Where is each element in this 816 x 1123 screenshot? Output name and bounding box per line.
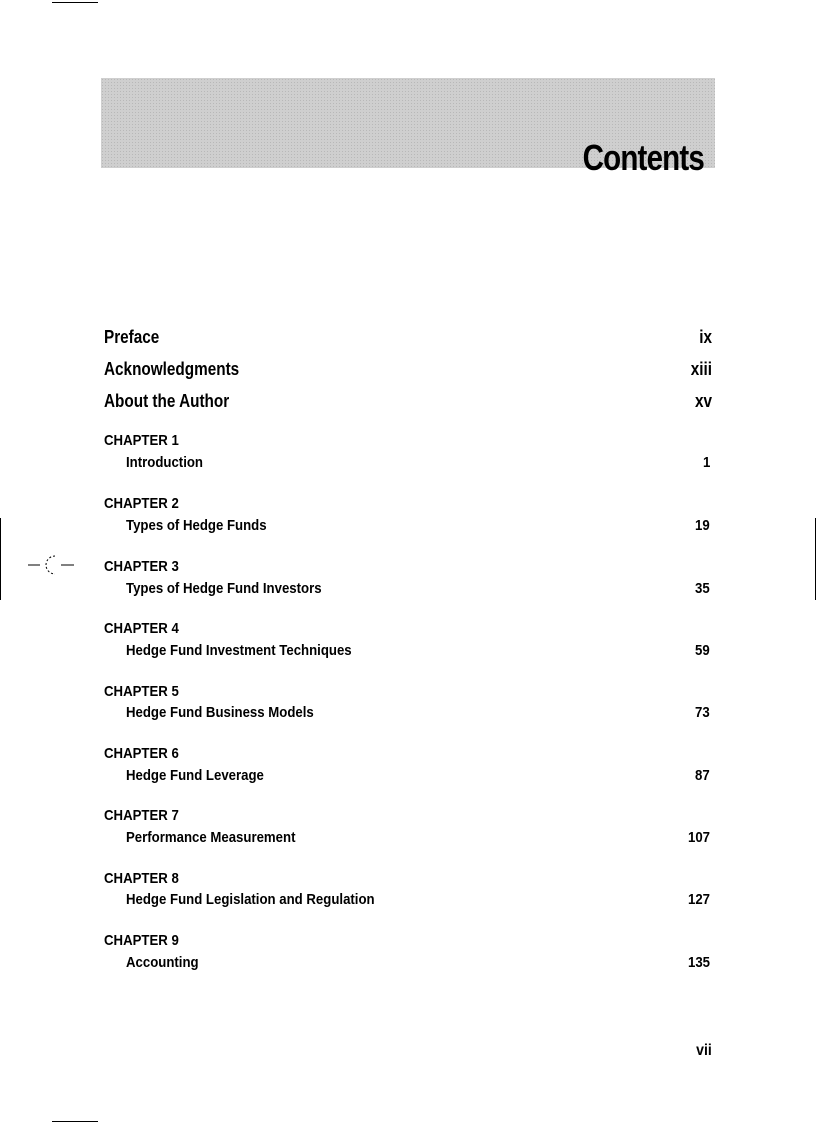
toc-entry-label: About the Author xyxy=(104,391,230,411)
chapter-title: Hedge Fund Business Models xyxy=(126,704,314,721)
toc-entry-label: Acknowledgments xyxy=(104,359,240,379)
toc-entry-chapter-6 xyxy=(104,767,710,784)
toc-entry-about-the-author xyxy=(104,391,712,412)
toc-entry-chapter-8 xyxy=(104,891,710,908)
toc-entry-preface xyxy=(104,327,712,348)
chapter-title: Types of Hedge Funds xyxy=(126,517,267,534)
crop-mark-top xyxy=(52,2,98,3)
chapter-label: CHAPTER 6 xyxy=(104,745,179,762)
registration-mark-icon xyxy=(28,553,74,579)
chapter-title: Hedge Fund Investment Techniques xyxy=(126,642,352,659)
chapter-title: Hedge Fund Leverage xyxy=(126,767,264,784)
chapter-page: 107 xyxy=(687,829,710,846)
toc-entry-acknowledgments xyxy=(104,359,712,380)
toc-entry-chapter-1 xyxy=(104,454,710,471)
page-number: vii xyxy=(696,1042,712,1059)
chapter-label: CHAPTER 5 xyxy=(104,683,179,700)
chapter-label: CHAPTER 7 xyxy=(104,807,179,824)
chapter-title: Performance Measurement xyxy=(126,829,296,846)
chapter-title: Introduction xyxy=(126,454,203,471)
chapter-label: CHAPTER 2 xyxy=(104,495,179,512)
crop-mark-bottom xyxy=(52,1121,98,1122)
chapter-page: 1 xyxy=(702,454,710,471)
toc-entry-chapter-7 xyxy=(104,829,710,846)
toc-entry-chapter-5 xyxy=(104,704,710,721)
toc-entry-chapter-2 xyxy=(104,517,710,534)
page-title: Contents xyxy=(582,137,704,178)
chapter-label: CHAPTER 4 xyxy=(104,620,179,637)
chapter-page: 19 xyxy=(695,517,710,534)
chapter-page: 135 xyxy=(687,954,710,971)
toc-entry-label: Preface xyxy=(104,327,160,347)
chapter-page: 127 xyxy=(687,891,710,908)
chapter-page: 59 xyxy=(695,642,710,659)
chapter-label: CHAPTER 9 xyxy=(104,932,179,949)
toc-entry-page: xiii xyxy=(690,359,712,379)
toc-entry-chapter-3 xyxy=(104,580,710,597)
chapter-page: 35 xyxy=(695,580,710,597)
toc-entry-chapter-9 xyxy=(104,954,710,971)
chapter-label: CHAPTER 3 xyxy=(104,558,179,575)
chapter-title: Accounting xyxy=(126,954,199,971)
crop-mark-left xyxy=(0,518,1,600)
chapter-title: Hedge Fund Legislation and Regulation xyxy=(126,891,375,908)
chapter-label: CHAPTER 1 xyxy=(104,432,179,449)
chapter-page: 87 xyxy=(695,767,710,784)
toc-entry-page: xv xyxy=(694,391,712,411)
chapter-title: Types of Hedge Fund Investors xyxy=(126,580,322,597)
toc-entry-chapter-4 xyxy=(104,642,710,659)
toc-entry-page: ix xyxy=(699,327,712,347)
chapter-page: 73 xyxy=(695,704,710,721)
chapter-label: CHAPTER 8 xyxy=(104,870,179,887)
